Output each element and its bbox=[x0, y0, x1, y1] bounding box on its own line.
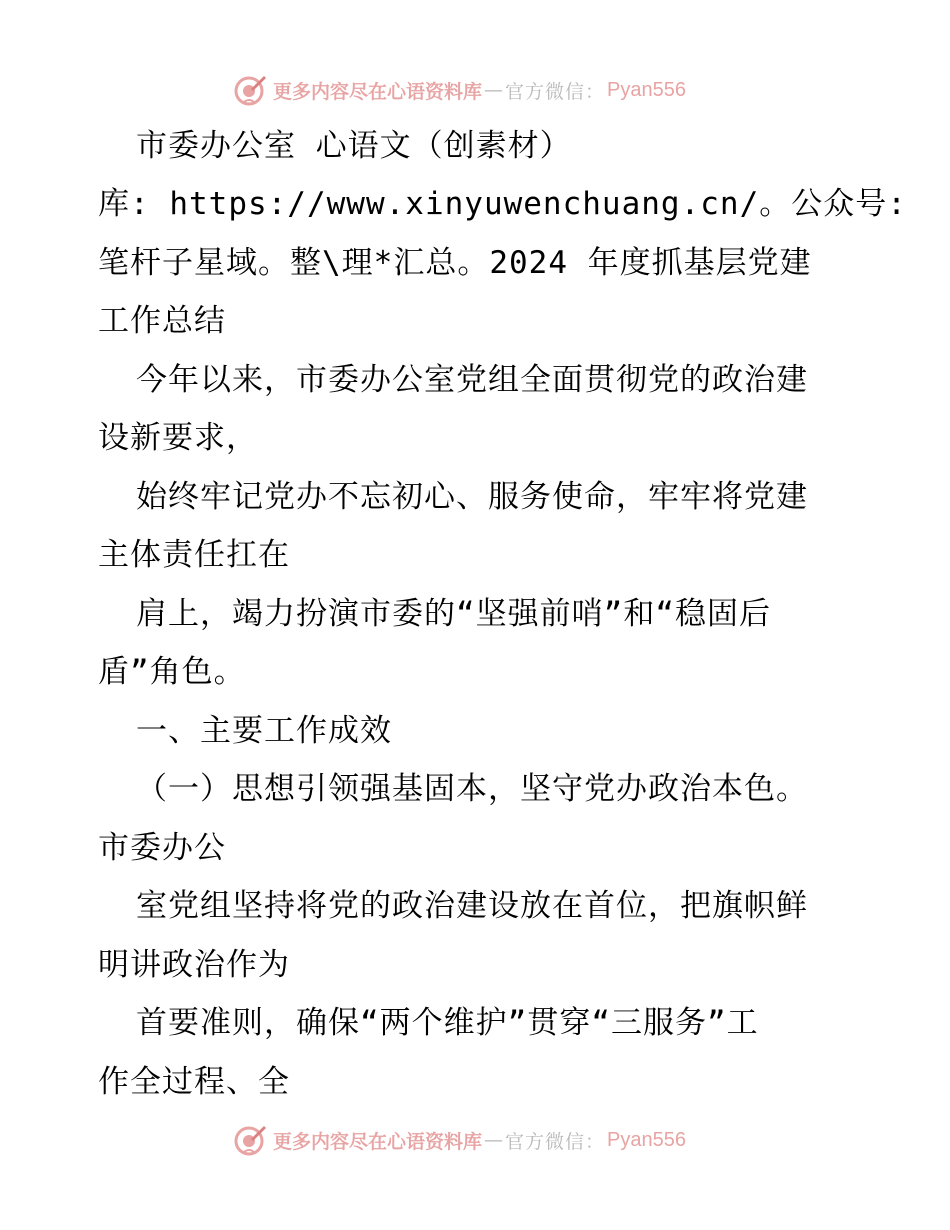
banner-wechat-id: Pyan556 bbox=[607, 78, 686, 101]
doc-line-1: 市委办公室 心语文（创素材） bbox=[136, 128, 572, 164]
doc-line-14: 室党组坚持将党的政治建设放在首位，把旗帜鲜 bbox=[136, 888, 808, 924]
brush-logo-icon bbox=[233, 73, 267, 107]
doc-line-13: 市委办公 bbox=[98, 830, 226, 866]
doc-line-9: 肩上，竭力扮演市委的“坚强前哨”和“稳固后 bbox=[136, 596, 771, 632]
doc-line-4: 工作总结 bbox=[98, 303, 226, 339]
doc-line-5: 今年以来，市委办公室党组全面贯彻党的政治建 bbox=[136, 362, 808, 398]
doc-line-3: 笔杆子星域。整\理*汇总。2024 年度抓基层党建 bbox=[98, 245, 812, 281]
doc-line-16: 首要准则，确保“两个维护”贯穿“三服务”工 bbox=[136, 1005, 759, 1041]
banner-wechat-label: 官方微信： bbox=[505, 1130, 606, 1153]
doc-line-15: 明讲政治作为 bbox=[98, 947, 290, 983]
banner-separator: — bbox=[484, 1129, 504, 1151]
banner-wechat-label: 官方微信： bbox=[505, 80, 606, 103]
doc-line-10: 盾”角色。 bbox=[98, 654, 246, 690]
header-banner bbox=[233, 72, 686, 108]
doc-line-2: 库: https://www.xinyuwenchuang.cn/。公众号: bbox=[98, 186, 907, 222]
doc-line-6: 设新要求， bbox=[98, 420, 258, 456]
footer-banner bbox=[233, 1122, 686, 1158]
banner-separator: — bbox=[484, 79, 504, 101]
brush-logo-icon bbox=[233, 1123, 267, 1157]
banner-main-text: 更多内容尽在心语资料库 bbox=[273, 80, 483, 103]
banner-wechat-id: Pyan556 bbox=[607, 1128, 686, 1151]
doc-heading-main-achievements: 一、主要工作成效 bbox=[136, 713, 392, 749]
banner-main-text: 更多内容尽在心语资料库 bbox=[273, 1130, 483, 1153]
doc-subheading-1: （一）思想引领强基固本，坚守党办政治本色。 bbox=[136, 771, 808, 807]
doc-line-8: 主体责任扛在 bbox=[98, 537, 290, 573]
doc-line-7: 始终牢记党办不忘初心、服务使命，牢牢将党建 bbox=[136, 479, 808, 515]
doc-line-17: 作全过程、全 bbox=[98, 1064, 290, 1100]
